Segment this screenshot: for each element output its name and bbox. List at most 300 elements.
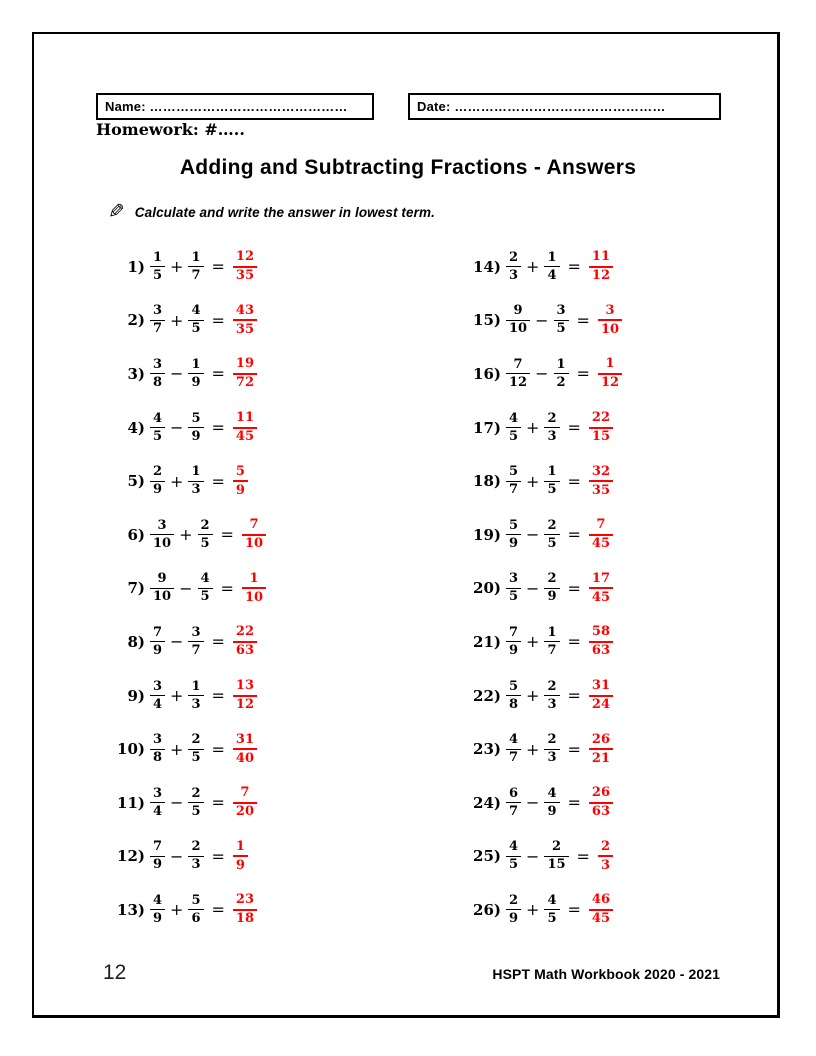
answer-denominator: 45: [591, 589, 610, 605]
problem-row: [112, 401, 468, 455]
numerator: 2: [150, 465, 165, 482]
answer-numerator: 26: [589, 786, 613, 804]
equals-sign: =: [567, 686, 581, 706]
fraction-operand-1: [150, 251, 165, 283]
numerator: 2: [188, 787, 203, 804]
page-title: Adding and Subtracting Fractions - Answers: [179, 156, 637, 179]
operator-sign: −: [170, 632, 184, 652]
problem-row: [112, 562, 468, 616]
fraction-operand-2: [554, 304, 569, 336]
equals-sign: =: [567, 739, 581, 759]
answer-fraction: [233, 250, 257, 283]
fraction-operand-2: [198, 519, 213, 551]
equals-sign: =: [211, 471, 225, 491]
equals-sign: =: [211, 418, 225, 438]
numerator: 4: [150, 894, 165, 911]
equals-sign: =: [576, 364, 590, 384]
denominator: 8: [509, 696, 519, 712]
denominator: 7: [509, 482, 519, 498]
numerator: 1: [188, 680, 203, 697]
fraction-operand-1: [150, 626, 165, 658]
fraction-operand-1: [506, 894, 521, 926]
answer-denominator: 9: [235, 482, 245, 498]
problem-row: [112, 508, 468, 562]
answer-denominator: 15: [591, 429, 610, 445]
numerator: 2: [188, 733, 203, 750]
operator-sign: +: [170, 471, 184, 491]
denominator: 5: [200, 589, 210, 605]
answer-fraction: [589, 625, 613, 658]
numerator: 1: [188, 358, 203, 375]
problem-number: 9): [127, 686, 145, 705]
denominator: 5: [547, 910, 557, 926]
operator-sign: +: [526, 900, 540, 920]
answer-numerator: 12: [233, 250, 257, 268]
answer-numerator: 7: [233, 786, 257, 804]
operator-sign: −: [526, 578, 540, 598]
problem-number: 21): [473, 632, 501, 651]
answer-fraction: [242, 518, 266, 551]
problem-number: 2): [127, 311, 145, 330]
answer-denominator: 63: [591, 643, 610, 659]
answer-fraction: [233, 411, 257, 444]
answer-denominator: 10: [244, 589, 264, 605]
equals-sign: =: [567, 793, 581, 813]
problem-row: [112, 722, 468, 776]
homework-label: Homework: #…..: [96, 120, 245, 139]
numerator: 2: [544, 412, 559, 429]
problem-number: 10): [117, 740, 145, 759]
denominator: 5: [556, 321, 566, 337]
fraction-operand-1: [150, 465, 165, 497]
answer-numerator: 31: [589, 679, 613, 697]
problem-row: [468, 294, 816, 348]
numerator: 2: [198, 519, 213, 536]
problem-row: [112, 240, 468, 294]
footer-book-title: HSPT Math Workbook 2020 - 2021: [492, 966, 720, 982]
answer-denominator: 9: [235, 857, 245, 873]
problem-row: [112, 294, 468, 348]
fraction-operand-1: [150, 572, 174, 604]
problem-number: 13): [117, 900, 145, 919]
answer-numerator: 11: [589, 250, 613, 268]
fraction-operand-2: [544, 733, 559, 765]
operator-sign: +: [170, 686, 184, 706]
answer-numerator: 31: [233, 733, 257, 751]
denominator: 12: [509, 374, 528, 390]
numerator: 4: [198, 572, 213, 589]
answer-denominator: 12: [235, 697, 254, 713]
denominator: 10: [153, 535, 172, 551]
problem-number: 4): [127, 418, 145, 437]
equals-sign: =: [211, 686, 225, 706]
problem-number: 14): [473, 257, 501, 276]
operator-sign: +: [526, 471, 540, 491]
problem-row: [112, 347, 468, 401]
numerator: 3: [150, 304, 165, 321]
answer-numerator: 23: [233, 893, 257, 911]
fraction-operand-1: [150, 304, 165, 336]
fraction-operand-2: [188, 412, 203, 444]
operator-sign: +: [526, 739, 540, 759]
problem-number: 18): [473, 472, 501, 491]
problem-row: [468, 508, 816, 562]
problem-number: 7): [127, 579, 145, 598]
answer-fraction: [242, 572, 266, 605]
problem-row: [468, 776, 816, 830]
numerator: 1: [150, 251, 165, 268]
numerator: 4: [506, 840, 521, 857]
date-label: Date: …………………………………………: [417, 99, 666, 114]
fraction-operand-2: [188, 894, 203, 926]
problem-row: [112, 615, 468, 669]
answer-denominator: 21: [591, 750, 610, 766]
operator-sign: −: [535, 364, 549, 384]
numerator: 5: [188, 894, 203, 911]
answer-fraction: [233, 679, 257, 712]
equals-sign: =: [576, 310, 590, 330]
operator-sign: +: [526, 418, 540, 438]
denominator: 9: [153, 910, 163, 926]
denominator: 3: [547, 750, 557, 766]
denominator: 9: [191, 428, 201, 444]
operator-sign: −: [170, 364, 184, 384]
problem-row: [468, 454, 816, 508]
answer-denominator: 3: [600, 857, 610, 873]
problem-number: 8): [127, 632, 145, 651]
fraction-operand-2: [188, 680, 203, 712]
denominator: 9: [509, 535, 519, 551]
answer-denominator: 35: [235, 268, 254, 284]
problem-number: 12): [117, 847, 145, 866]
operator-sign: −: [526, 525, 540, 545]
problem-number: 16): [473, 364, 501, 383]
numerator: 2: [544, 733, 559, 750]
numerator: 2: [188, 840, 203, 857]
answer-numerator: 11: [233, 411, 257, 429]
answer-fraction: [589, 786, 613, 819]
denominator: 5: [547, 535, 557, 551]
operator-sign: −: [179, 578, 193, 598]
equals-sign: =: [567, 257, 581, 277]
problem-row: [112, 883, 468, 937]
problem-row: [468, 401, 816, 455]
answer-numerator: 13: [233, 679, 257, 697]
numerator: 6: [506, 787, 521, 804]
problem-row: [468, 722, 816, 776]
equals-sign: =: [211, 257, 225, 277]
denominator: 3: [191, 857, 201, 873]
denominator: 9: [547, 803, 557, 819]
denominator: 6: [191, 910, 201, 926]
answer-fraction: [589, 518, 613, 551]
denominator: 2: [556, 374, 566, 390]
denominator: 8: [153, 374, 163, 390]
numerator: 5: [506, 519, 521, 536]
numerator: 4: [506, 733, 521, 750]
numerator: 3: [150, 680, 165, 697]
numerator: 2: [544, 519, 559, 536]
numerator: 7: [150, 840, 165, 857]
operator-sign: +: [170, 900, 184, 920]
fraction-operand-2: [544, 519, 559, 551]
denominator: 7: [547, 642, 557, 658]
numerator: 5: [506, 680, 521, 697]
answer-denominator: 40: [235, 750, 254, 766]
fraction-operand-2: [198, 572, 213, 604]
fraction-operand-1: [506, 733, 521, 765]
denominator: 9: [153, 857, 163, 873]
answer-fraction: [589, 733, 613, 766]
fraction-operand-2: [188, 251, 203, 283]
answer-denominator: 24: [591, 697, 610, 713]
denominator: 7: [509, 750, 519, 766]
answer-denominator: 10: [600, 321, 620, 337]
numerator: 3: [554, 304, 569, 321]
answer-denominator: 18: [235, 911, 254, 927]
answer-numerator: 22: [589, 411, 613, 429]
operator-sign: +: [179, 525, 193, 545]
fraction-operand-1: [150, 519, 174, 551]
numerator: 5: [506, 465, 521, 482]
answer-numerator: 1: [233, 840, 248, 858]
fraction-operand-2: [188, 626, 203, 658]
fraction-operand-2: [188, 358, 203, 390]
problem-number: 11): [117, 793, 145, 812]
numerator: 4: [544, 787, 559, 804]
answer-fraction: [589, 411, 613, 444]
fraction-operand-1: [506, 572, 521, 604]
fraction-operand-1: [506, 304, 530, 336]
equals-sign: =: [567, 578, 581, 598]
equals-sign: =: [211, 900, 225, 920]
answer-fraction: [233, 786, 257, 819]
writing-hand-icon: ✎: [108, 201, 125, 223]
fraction-operand-1: [506, 412, 521, 444]
fraction-operand-1: [506, 519, 521, 551]
fraction-operand-1: [506, 787, 521, 819]
problem-row: [112, 454, 468, 508]
problem-number: 3): [127, 364, 145, 383]
answer-denominator: 12: [591, 268, 610, 284]
numerator: 2: [544, 840, 568, 857]
numerator: 9: [150, 572, 174, 589]
answer-numerator: 5: [233, 465, 248, 483]
operator-sign: +: [170, 739, 184, 759]
equals-sign: =: [567, 632, 581, 652]
denominator: 5: [191, 321, 201, 337]
equals-sign: =: [576, 846, 590, 866]
equals-sign: =: [220, 578, 234, 598]
answer-fraction: [598, 840, 613, 873]
fraction-operand-2: [544, 680, 559, 712]
answer-fraction: [233, 733, 257, 766]
numerator: 1: [544, 626, 559, 643]
equals-sign: =: [211, 364, 225, 384]
fraction-operand-2: [188, 840, 203, 872]
numerator: 9: [506, 304, 530, 321]
fraction-operand-1: [506, 680, 521, 712]
denominator: 9: [509, 642, 519, 658]
fraction-operand-1: [506, 840, 521, 872]
numerator: 3: [506, 572, 521, 589]
operator-sign: −: [170, 846, 184, 866]
answer-numerator: 1: [598, 357, 622, 375]
denominator: 5: [153, 428, 163, 444]
answer-numerator: 43: [233, 304, 257, 322]
answer-numerator: 46: [589, 893, 613, 911]
answer-numerator: 1: [242, 572, 266, 590]
fraction-operand-2: [188, 304, 203, 336]
denominator: 5: [509, 589, 519, 605]
denominator: 3: [191, 696, 201, 712]
denominator: 9: [153, 642, 163, 658]
numerator: 1: [544, 465, 559, 482]
problem-row: [112, 830, 468, 884]
instruction-text: Calculate and write the answer in lowest term.: [134, 204, 435, 220]
fraction-operand-1: [150, 412, 165, 444]
denominator: 9: [509, 910, 519, 926]
denominator: 3: [547, 696, 557, 712]
equals-sign: =: [211, 793, 225, 813]
numerator: 4: [506, 412, 521, 429]
date-field: [408, 93, 721, 120]
answer-denominator: 45: [591, 536, 610, 552]
numerator: 2: [506, 894, 521, 911]
fraction-operand-1: [150, 680, 165, 712]
denominator: 5: [509, 428, 519, 444]
problem-number: 23): [473, 740, 501, 759]
fraction-operand-2: [188, 465, 203, 497]
equals-sign: =: [211, 632, 225, 652]
answer-denominator: 35: [235, 321, 254, 337]
operator-sign: +: [170, 257, 184, 277]
denominator: 3: [547, 428, 557, 444]
answer-numerator: 19: [233, 357, 257, 375]
fraction-operand-1: [150, 787, 165, 819]
numerator: 3: [150, 519, 174, 536]
answer-fraction: [589, 465, 613, 498]
denominator: 7: [153, 321, 163, 337]
denominator: 9: [153, 482, 163, 498]
answer-fraction: [598, 357, 622, 390]
numerator: 3: [188, 626, 203, 643]
answer-denominator: 45: [235, 429, 254, 445]
denominator: 7: [191, 642, 201, 658]
problem-number: 26): [473, 900, 501, 919]
answer-denominator: 10: [244, 536, 264, 552]
numerator: 3: [150, 358, 165, 375]
problem-number: 19): [473, 525, 501, 544]
operator-sign: +: [526, 632, 540, 652]
operator-sign: −: [526, 846, 540, 866]
denominator: 5: [153, 267, 163, 283]
denominator: 4: [153, 803, 163, 819]
denominator: 9: [547, 589, 557, 605]
denominator: 5: [200, 535, 210, 551]
answer-denominator: 12: [600, 375, 620, 391]
denominator: 5: [191, 750, 201, 766]
name-label: Name: ………………………………………: [105, 99, 348, 114]
operator-sign: +: [526, 257, 540, 277]
numerator: 7: [150, 626, 165, 643]
answer-numerator: 32: [589, 465, 613, 483]
answer-fraction: [233, 304, 257, 337]
fraction-operand-2: [544, 894, 559, 926]
answer-fraction: [233, 840, 248, 873]
fraction-operand-2: [544, 251, 559, 283]
answer-fraction: [598, 304, 622, 337]
operator-sign: −: [526, 793, 540, 813]
numerator: 5: [188, 412, 203, 429]
denominator: 10: [509, 321, 528, 337]
problem-row: [468, 615, 816, 669]
problem-row: [112, 776, 468, 830]
problem-number: 17): [473, 418, 501, 437]
problem-row: [468, 240, 816, 294]
numerator: 1: [188, 251, 203, 268]
denominator: 4: [153, 696, 163, 712]
answer-denominator: 35: [591, 482, 610, 498]
problem-row: [468, 562, 816, 616]
numerator: 2: [506, 251, 521, 268]
answer-fraction: [589, 893, 613, 926]
problem-row: [468, 830, 816, 884]
numerator: 3: [150, 733, 165, 750]
equals-sign: =: [567, 525, 581, 545]
fraction-operand-2: [544, 465, 559, 497]
operator-sign: +: [526, 686, 540, 706]
answer-denominator: 63: [235, 643, 254, 659]
fraction-operand-2: [544, 572, 559, 604]
fraction-operand-2: [188, 787, 203, 819]
problem-row: [468, 883, 816, 937]
denominator: 3: [191, 482, 201, 498]
answer-numerator: 17: [589, 572, 613, 590]
answer-numerator: 58: [589, 625, 613, 643]
equals-sign: =: [220, 525, 234, 545]
operator-sign: +: [170, 310, 184, 330]
answer-fraction: [589, 572, 613, 605]
fraction-operand-2: [554, 358, 569, 390]
denominator: 15: [547, 857, 566, 873]
fraction-operand-2: [188, 733, 203, 765]
problem-row: [468, 669, 816, 723]
problems-grid: [112, 240, 816, 937]
answer-numerator: 2: [598, 840, 613, 858]
problem-number: 22): [473, 686, 501, 705]
denominator: 4: [547, 267, 557, 283]
problem-number: 1): [127, 257, 145, 276]
answer-fraction: [233, 465, 248, 498]
denominator: 7: [509, 803, 519, 819]
fraction-operand-2: [544, 626, 559, 658]
denominator: 3: [509, 267, 519, 283]
instruction-row: [108, 202, 435, 222]
problem-number: 24): [473, 793, 501, 812]
fraction-operand-1: [506, 465, 521, 497]
denominator: 5: [509, 857, 519, 873]
answer-denominator: 45: [591, 911, 610, 927]
page-number: 12: [103, 961, 127, 984]
denominator: 5: [191, 803, 201, 819]
equals-sign: =: [567, 900, 581, 920]
numerator: 2: [544, 680, 559, 697]
problem-number: 6): [127, 525, 145, 544]
fraction-operand-2: [544, 412, 559, 444]
operator-sign: −: [535, 310, 549, 330]
answer-numerator: 3: [598, 304, 622, 322]
